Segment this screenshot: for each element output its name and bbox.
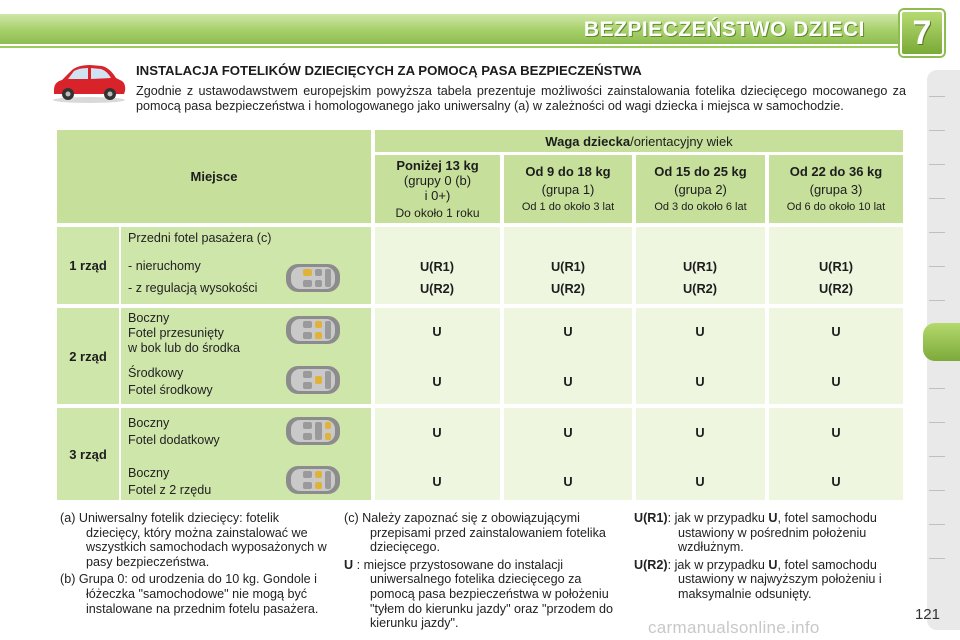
- tab-divider: [929, 130, 945, 131]
- column-weight: Od 22 do 36 kg: [789, 163, 883, 179]
- row-label: 3 rząd: [57, 408, 119, 500]
- page-number: 121: [914, 606, 940, 623]
- seat-title: Przedni fotel pasażera (c): [128, 231, 272, 245]
- seat-label-line: w bok lub do środka: [128, 341, 241, 355]
- tab-divider: [929, 388, 945, 389]
- car-icon: [50, 60, 128, 104]
- tab-divider: [929, 164, 945, 165]
- table-value: U: [695, 474, 705, 489]
- table-value: U: [563, 474, 573, 489]
- tab-divider: [929, 300, 945, 301]
- column-header: [375, 155, 500, 223]
- column-age: Od 1 do około 3 lat: [521, 200, 615, 213]
- row-label: 2 rząd: [57, 308, 119, 404]
- table-value: U: [831, 324, 841, 339]
- seat-position: [128, 416, 220, 448]
- table-value: U: [831, 374, 841, 389]
- tab-divider: [929, 558, 945, 559]
- table-value: U: [695, 374, 705, 389]
- weight-header-bold: Waga dziecka: [545, 133, 631, 149]
- footnote-text: , fotel samochodu ustawiony w pośrednim położeniu wzdłużnym.: [678, 511, 877, 555]
- section-title: INSTALACJA FOTELIKÓW DZIECIĘCYCH ZA POMOCĄ PASA BEZPIECZEŃSTWA: [136, 63, 642, 78]
- column-age: Od 6 do około 10 lat: [786, 200, 886, 213]
- table-value: U: [831, 425, 841, 440]
- tab-divider: [929, 490, 945, 491]
- weight-header-rest: /orientacyjny wiek: [630, 133, 733, 149]
- table-value: U: [432, 324, 442, 339]
- value-cell: [636, 308, 765, 404]
- weight-header: [375, 130, 903, 152]
- row-label: 1 rząd: [57, 227, 119, 304]
- seat-label-line: Fotel środkowy: [128, 383, 213, 397]
- table-value: U: [432, 474, 442, 489]
- column-weight: Poniżej 13 kg: [396, 157, 479, 173]
- footnote-a: (a) Uniwersalny fotelik dziecięcy: fotelik dziecięcy, który można zainstalować we wszystkich samochodach wyposażonych w pasy bezpieczeństwa.: [60, 511, 327, 569]
- header-divider: [0, 46, 905, 48]
- column-header: [769, 155, 903, 223]
- page-title: BEZPIECZEŃSTWO DZIECI: [583, 18, 865, 41]
- tab-divider: [929, 198, 945, 199]
- table-value: U: [563, 374, 573, 389]
- car-seat-diagram-icon: [285, 313, 341, 347]
- footnote-b: (b) Grupa 0: od urodzenia do 10 kg. Gondole i łóżeczka "samochodowe" nie mogą być instalowane na przednim fotelu pasażera.: [60, 572, 319, 616]
- footnote-column: [60, 511, 328, 616]
- table-value: U(R1): [818, 259, 854, 274]
- footnote-text: : jak w przypadku: [667, 557, 769, 572]
- footnote-column: [344, 511, 616, 631]
- column-group: (grupy 0 (b): [403, 172, 472, 188]
- seat-position: [128, 311, 240, 356]
- tab-divider: [929, 232, 945, 233]
- tab-divider: [929, 456, 945, 457]
- column-weight: Od 9 do 18 kg: [525, 163, 611, 179]
- footnote-column: [634, 511, 904, 602]
- footnote-r2: [634, 558, 904, 602]
- footnote-text: , fotel samochodu ustawiony w najwyższym położeniu i maksymalnie odsunięty.: [678, 557, 882, 601]
- footnote-r1: [634, 511, 904, 555]
- column-group: (grupa 2): [674, 181, 727, 197]
- tab-divider: [929, 524, 945, 525]
- car-seat-diagram-icon: [285, 261, 341, 295]
- place-header: Miejsce: [57, 130, 371, 223]
- column-group: (grupa 3): [809, 181, 863, 197]
- seat-label-line: Boczny: [128, 416, 170, 430]
- table-value: U: [432, 425, 442, 440]
- tab-divider: [929, 96, 945, 97]
- footnote-c: (c) Należy zapoznać się z obowiązującymi przepisami przed zainstalowaniem fotelika dziecięcego.: [344, 511, 606, 555]
- seat-label-line: Fotel z 2 rzędu: [128, 483, 212, 497]
- table-value: U(R1): [682, 259, 718, 274]
- column-group-cont: i 0+): [424, 187, 451, 203]
- column-age: Do około 1 roku: [395, 205, 480, 220]
- table-value: U: [695, 425, 705, 440]
- seat-option: - z regulacją wysokości: [128, 281, 258, 295]
- column-header: [636, 155, 765, 223]
- table-value: U: [695, 324, 705, 339]
- column-weight: Od 15 do 25 kg: [654, 163, 747, 179]
- tab-divider: [929, 422, 945, 423]
- car-seat-diagram-icon: [285, 463, 341, 497]
- intro-paragraph: Zgodnie z ustawodawstwem europejskim powyższa tabela prezentuje możliwości zainstalowania fotelika dziecięcego mocowanego za pomocą pasa bezpieczeństwa i homologowanego jako uniwersalny (a) w zależności od wagi dziecka i miejsca w samochodzie.: [136, 84, 906, 113]
- seat-label-line: Boczny: [128, 466, 170, 480]
- seat-label-line: Fotel przesunięty: [128, 326, 224, 340]
- footnote-key: U: [344, 557, 354, 572]
- table-value: U: [563, 324, 573, 339]
- chapter-tab-active[interactable]: [923, 323, 960, 361]
- seat-table: [57, 130, 903, 500]
- table-value: U: [831, 474, 841, 489]
- seat-position: [128, 366, 213, 398]
- table-value: U(R1): [550, 259, 586, 274]
- table-value: U: [563, 425, 573, 440]
- chapter-badge: 7: [900, 10, 944, 56]
- column-group: (grupa 1): [541, 181, 595, 197]
- table-value: U(R2): [419, 281, 455, 296]
- seat-option: - nieruchomy: [128, 259, 201, 273]
- seat-label-line: Boczny: [128, 311, 170, 325]
- car-seat-diagram-icon: [285, 363, 341, 397]
- table-value: U(R2): [818, 281, 854, 296]
- footnote-text: : jak w przypadku: [667, 511, 769, 525]
- tab-divider: [929, 266, 945, 267]
- footnote-key: U(R1): [634, 511, 668, 525]
- table-value: U(R2): [682, 281, 718, 296]
- column-age: Od 3 do około 6 lat: [654, 200, 747, 213]
- car-seat-diagram-icon: [285, 414, 341, 448]
- value-cell: [375, 308, 500, 404]
- footnote-u: [344, 558, 616, 631]
- table-value: U: [432, 374, 442, 389]
- column-header: [504, 155, 632, 223]
- footnote-text: : miejsce przystosowane do instalacji uniwersalnego fotelika dziecięcego za pomocą pasa bezpieczeństwa w położeniu "tyłem do kierunku jazdy" oraz "przodem do kierunku jazdy".: [353, 557, 614, 631]
- watermark: carmanualsonline.info: [648, 618, 820, 637]
- footnote-key: U(R2): [634, 557, 668, 572]
- footnote-key: U: [768, 511, 778, 525]
- seat-label-line: Fotel dodatkowy: [128, 433, 220, 447]
- footnote-key: U: [768, 557, 778, 572]
- value-cell: [769, 308, 903, 404]
- seat-position: [128, 466, 211, 498]
- table-value: U(R2): [550, 281, 586, 296]
- seat-label-line: Środkowy: [128, 366, 184, 380]
- value-cell: [504, 308, 632, 404]
- table-value: U(R1): [419, 259, 455, 274]
